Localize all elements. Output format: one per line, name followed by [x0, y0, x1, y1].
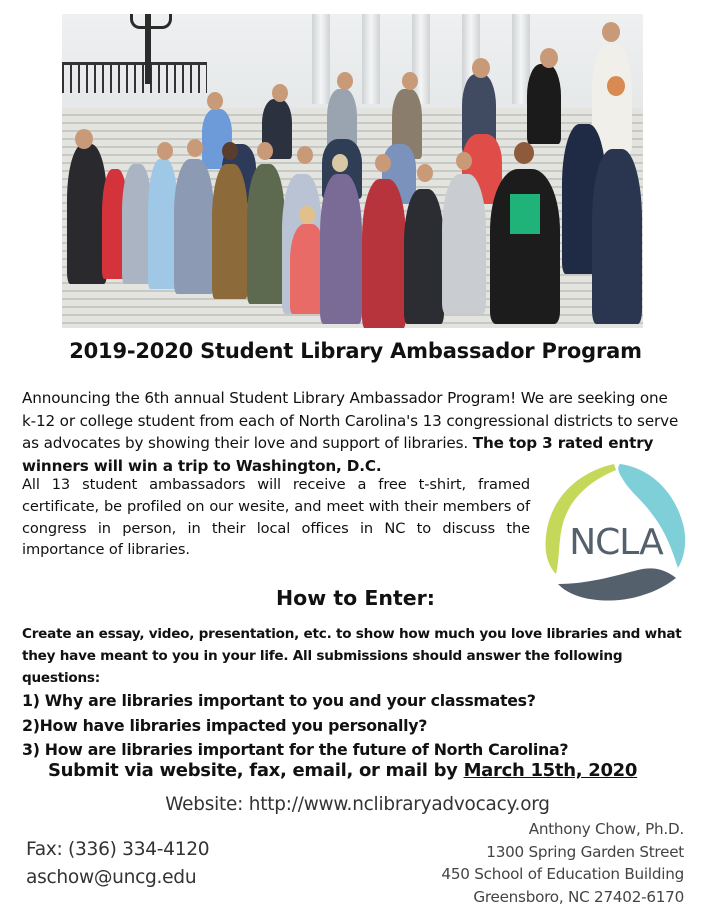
head — [299, 206, 315, 224]
address-line: 1300 Spring Garden Street — [486, 842, 684, 861]
question-item: 2)How have libraries impacted you personally? — [22, 715, 428, 735]
page-title: 2019-2020 Student Library Ambassador Program — [69, 339, 642, 363]
head — [75, 129, 93, 149]
fax-number: Fax: (336) 334-4120 — [26, 839, 210, 860]
head — [540, 48, 558, 68]
deadline-date: March 15th, 2020 — [463, 760, 638, 781]
head — [472, 58, 490, 78]
person — [247, 164, 285, 304]
intro-text: Announcing the 6th annual Student Library Ambassador Program! We are seeking one k-12 or college student from each of North Carolina's 13 congressional districts to serve as advocates by showing their love and support of libraries. — [22, 389, 679, 452]
crowd — [62, 14, 643, 328]
head — [607, 76, 625, 96]
head — [222, 142, 238, 160]
head — [514, 142, 534, 164]
mailing-address — [441, 818, 684, 908]
person — [212, 164, 248, 299]
address-line: Anthony Chow, Ph.D. — [528, 820, 684, 838]
how-to-enter-heading — [0, 586, 711, 610]
person — [362, 179, 406, 328]
head — [257, 142, 273, 160]
submit-line — [48, 760, 708, 781]
person — [442, 174, 486, 314]
website-line[interactable]: Website: http://www.nclibraryadvocacy.org — [165, 794, 550, 815]
person — [67, 144, 107, 284]
how-to-enter-heading-text: How to Enter: — [276, 586, 435, 610]
address-line: 450 School of Education Building — [441, 865, 684, 884]
head — [402, 72, 418, 90]
head — [207, 92, 223, 110]
head — [417, 164, 433, 182]
head — [375, 154, 391, 172]
head — [272, 84, 288, 102]
svg-text:NCLA: NCLA — [569, 522, 663, 563]
person — [404, 189, 444, 324]
head — [456, 152, 472, 170]
questions-list — [22, 689, 702, 763]
address-line: Greensboro, NC 27402-6170 — [473, 887, 684, 906]
instructions-paragraph: Create an essay, video, presentation, etc. to show how much you love libraries and what they have meant to you in your life. All submissions should answer the following questions: — [22, 626, 682, 686]
head — [332, 154, 348, 172]
submit-text: Submit via website, fax, email, or mail by — [48, 760, 464, 781]
email-address[interactable]: aschow@uncg.edu — [26, 867, 197, 888]
contact-left — [26, 836, 209, 892]
perks-paragraph: All 13 student ambassadors will receive a free t-shirt, framed certificate, be profiled on our wesite, and meet with their members of congress in person, in their local offices in NC to discuss the importance of libraries. — [22, 476, 530, 559]
head — [297, 146, 313, 164]
head — [337, 72, 353, 90]
head — [157, 142, 173, 160]
green-top — [510, 194, 540, 234]
head — [602, 22, 620, 42]
group-photo — [62, 14, 643, 328]
person — [174, 159, 214, 294]
person — [490, 169, 560, 324]
person — [592, 149, 642, 324]
question-item: 3) How are libraries important for the future of North Carolina? — [22, 740, 569, 759]
person — [320, 174, 362, 324]
person — [527, 64, 561, 144]
head — [187, 139, 203, 157]
intro-prize-text: The top 3 rated entry winners will win a trip to Washington, D.C. — [22, 434, 654, 475]
question-item: 1) Why are libraries important to you and your classmates? — [22, 691, 536, 710]
